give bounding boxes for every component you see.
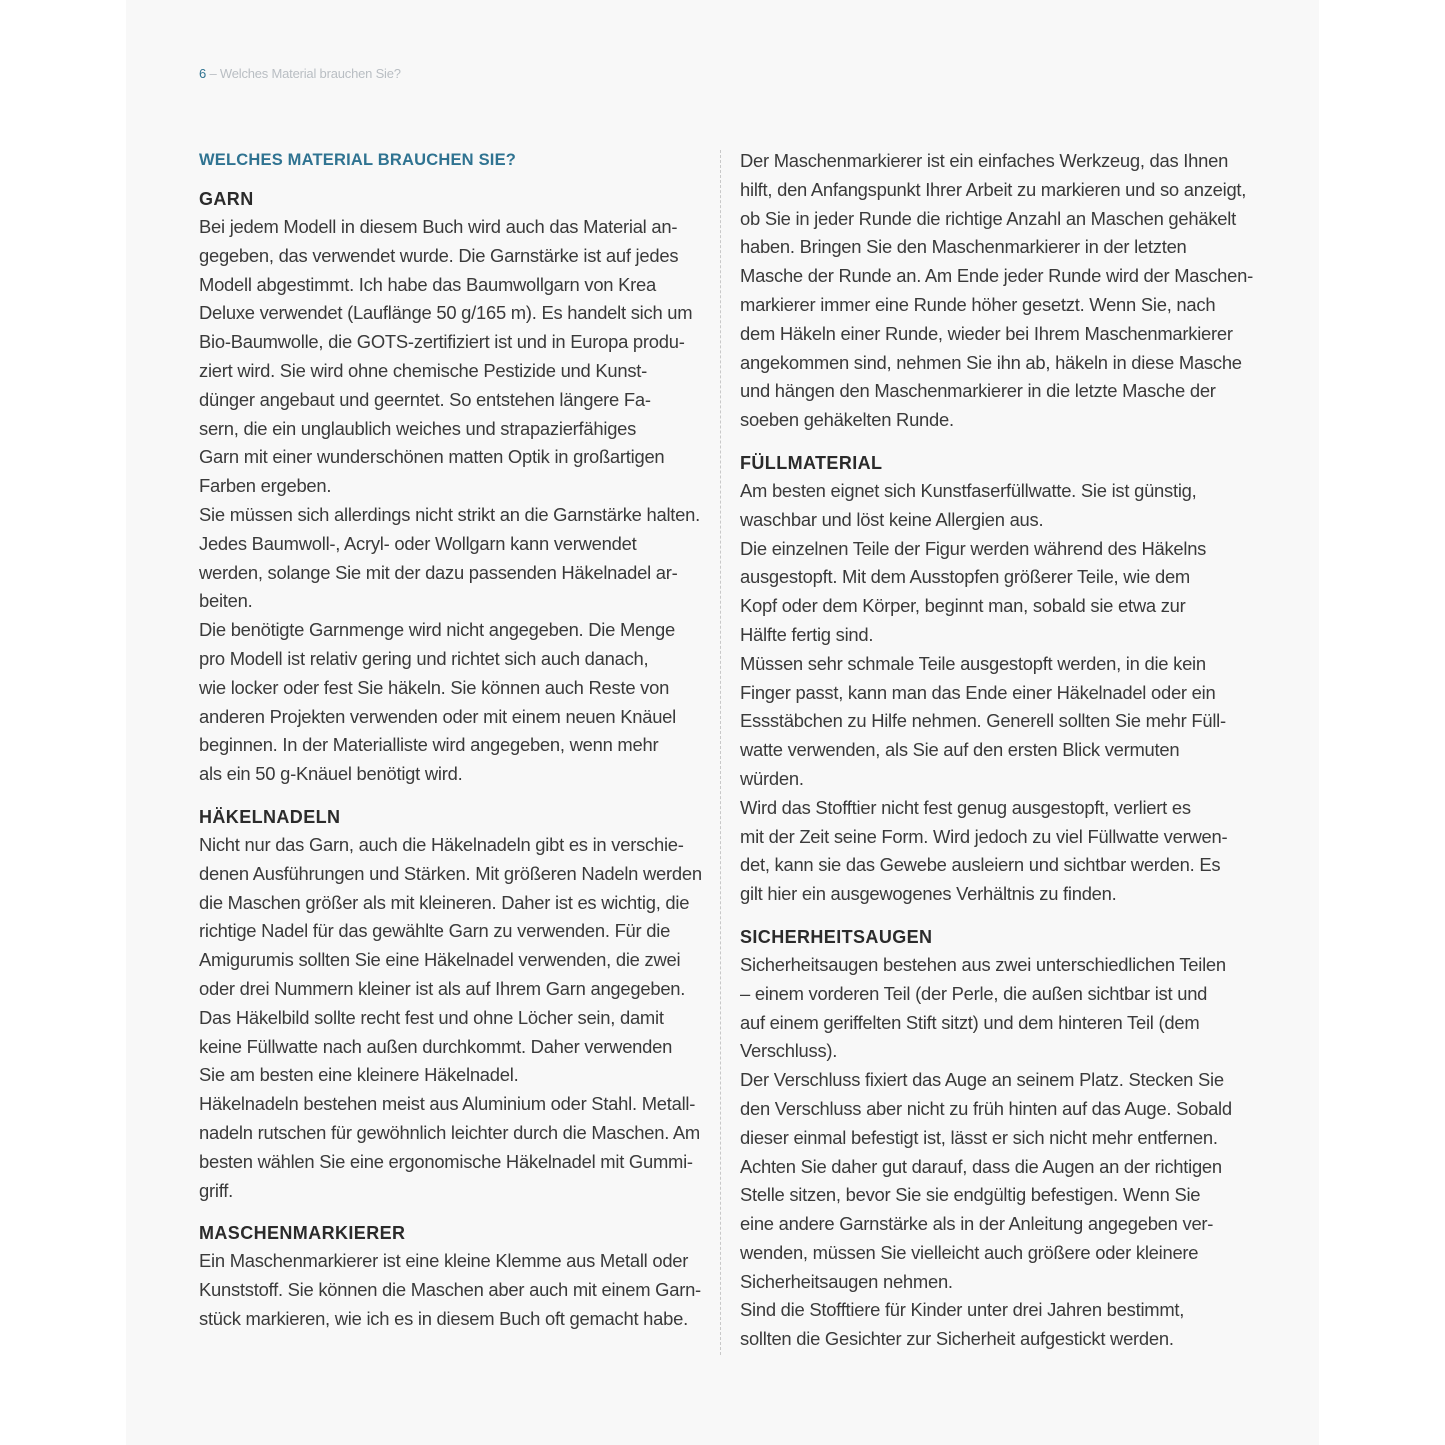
text-line: Am besten eignet sich Kunstfaserfüllwatte. Sie ist günstig, (740, 479, 1197, 501)
text-line: Bio-Baumwolle, die GOTS-zertifiziert ist und in Europa produ- (199, 331, 685, 353)
text-line: Kopf oder dem Körper, beginnt man, sobald sie etwa zur (740, 595, 1186, 617)
text-line: gegeben, das verwendet wurde. Die Garnstärke ist auf jedes (199, 244, 679, 266)
text-line: Sie am besten eine kleinere Häkelnadel. (199, 1064, 519, 1086)
text-line: gilt hier ein ausgewogenes Verhältnis zu finden. (740, 883, 1117, 905)
text-line: Verschluss). (740, 1040, 838, 1062)
text-line: werden, solange Sie mit der dazu passenden Häkelnadel ar- (199, 561, 678, 583)
left-column (199, 147, 705, 1334)
text-line: Modell abgestimmt. Ich habe das Baumwollgarn von Krea (199, 273, 656, 295)
column-divider (720, 150, 721, 1355)
text-line: würden. (740, 767, 804, 789)
text-line: Garn mit einer wunderschönen matten Optik in großartigen (199, 446, 665, 468)
text-line: Sicherheitsaugen bestehen aus zwei unterschiedlichen Teilen (740, 953, 1226, 975)
text-line: wie locker oder fest Sie häkeln. Sie können auch Reste von (199, 676, 670, 698)
text-line: stück markieren, wie ich es in diesem Buch oft gemacht habe. (199, 1307, 688, 1329)
text-line: waschbar und löst keine Allergien aus. (740, 508, 1044, 530)
heading-garn: GARN (199, 189, 254, 209)
text-line: Die benötigte Garnmenge wird nicht angegeben. Die Menge (199, 619, 675, 641)
text-line: Der Maschenmarkierer ist ein einfaches Werkzeug, das Ihnen (740, 150, 1229, 171)
text-line: besten wählen Sie eine ergonomische Häkelnadel mit Gummi- (199, 1150, 693, 1172)
text-line: Sind die Stofftiere für Kinder unter drei Jahren bestimmt, (740, 1299, 1185, 1321)
text-line: Essstäbchen zu Hilfe nehmen. Generell sollten Sie mehr Füll- (740, 710, 1226, 732)
text-line: griff. (199, 1179, 233, 1201)
section-title: WELCHES MATERIAL BRAUCHEN SIE? (199, 151, 517, 169)
text-line: hilft, den Anfangspunkt Ihrer Arbeit zu markieren und so anzeigt, (740, 178, 1247, 200)
book-page (126, 0, 1319, 1445)
text-line: det, kann sie das Gewebe ausleiern und sichtbar werden. Es (740, 854, 1221, 876)
text-line: ob Sie in jeder Runde die richtige Anzahl an Maschen gehäkelt (740, 207, 1236, 229)
text-line: eine andere Garnstärke als in der Anleitung angegeben ver- (740, 1213, 1214, 1235)
paragraph-fuellmaterial (740, 477, 1246, 909)
text-line: soeben gehäkelten Runde. (740, 409, 954, 431)
paragraph-maschenmarkierer (199, 1247, 705, 1333)
text-line: Farben ergeben. (199, 475, 332, 497)
paragraph-garn (199, 213, 705, 789)
text-line: beiten. (199, 590, 253, 612)
text-line: Achten Sie daher gut darauf, dass die Augen an der richtigen (740, 1155, 1222, 1177)
text-line: Jedes Baumwoll-, Acryl- oder Wollgarn kann verwendet (199, 532, 637, 554)
text-line: den Verschluss aber nicht zu früh hinten auf das Auge. Sobald (740, 1097, 1232, 1119)
heading-fuellmaterial: FÜLLMATERIAL (740, 452, 883, 473)
text-line: Sie müssen sich allerdings nicht strikt an die Garnstärke halten. (199, 503, 700, 525)
text-line: die Maschen größer als mit kleineren. Daher ist es wichtig, die (199, 891, 690, 913)
text-line: oder drei Nummern kleiner ist als auf Ihrem Garn angegeben. (199, 977, 686, 999)
text-line: watte verwenden, als Sie auf den ersten Blick vermuten (740, 739, 1180, 761)
text-line: sollten die Gesichter zur Sicherheit aufgestickt werden. (740, 1328, 1174, 1350)
text-line: markierer immer eine Runde höher gesetzt. Wenn Sie, nach (740, 293, 1216, 315)
text-line: anderen Projekten verwenden oder mit einem neuen Knäuel (199, 705, 676, 727)
text-line: Der Verschluss fixiert das Auge an seinem Platz. Stecken Sie (740, 1069, 1224, 1091)
text-line: Hälfte fertig sind. (740, 623, 874, 645)
heading-sicherheitsaugen: SICHERHEITSAUGEN (740, 926, 933, 947)
text-line: Müssen sehr schmale Teile ausgestopft werden, in die kein (740, 652, 1206, 674)
text-line: dem Häkeln einer Runde, wieder bei Ihrem Maschenmarkierer (740, 322, 1233, 344)
text-line: – einem vorderen Teil (der Perle, die außen sichtbar ist und (740, 982, 1208, 1004)
right-column (740, 147, 1253, 1354)
heading-haekelnadeln: HÄKELNADELN (199, 806, 341, 827)
text-line: Nicht nur das Garn, auch die Häkelnadeln gibt es in verschie- (199, 833, 684, 855)
text-line: Die einzelnen Teile der Figur werden während des Häkelns (740, 537, 1207, 559)
text-line: Amigurumis sollten Sie eine Häkelnadel verwenden, die zwei (199, 949, 681, 971)
text-line: Ein Maschenmarkierer ist eine kleine Klemme aus Metall oder (199, 1250, 689, 1272)
running-head (199, 66, 401, 81)
text-line: angekommen sind, nehmen Sie ihn ab, häkeln in diese Masche (740, 351, 1242, 373)
text-line: ausgestopft. Mit dem Ausstopfen größerer Teile, wie dem (740, 566, 1190, 588)
text-line: Kunststoff. Sie können die Maschen aber auch mit einem Garn- (199, 1279, 701, 1301)
text-line: Das Häkelbild sollte recht fest und ohne Löcher sein, damit (199, 1006, 664, 1028)
text-line: denen Ausführungen und Stärken. Mit größeren Nadeln werden (199, 862, 702, 884)
text-line: pro Modell ist relativ gering und richtet sich auch danach, (199, 647, 649, 669)
text-line: Wird das Stofftier nicht fest genug ausgestopft, verliert es (740, 796, 1191, 818)
text-line: dieser einmal befestigt ist, lässt er sich nicht mehr entfernen. (740, 1126, 1218, 1148)
text-line: haben. Bringen Sie den Maschenmarkierer in der letzten (740, 236, 1187, 258)
text-line: auf einem geriffelten Stift sitzt) und dem hinteren Teil (dem (740, 1011, 1200, 1033)
text-line: Finger passt, kann man das Ende einer Häkelnadel oder ein (740, 681, 1216, 703)
text-line: als ein 50 g-Knäuel benötigt wird. (199, 763, 463, 785)
text-line: ziert wird. Sie wird ohne chemische Pestizide und Kunst- (199, 359, 648, 381)
text-line: Masche der Runde an. Am Ende jeder Runde wird der Maschen- (740, 265, 1253, 287)
text-line: Sicherheitsaugen nehmen. (740, 1270, 953, 1292)
text-line: sern, die ein unglaublich weiches und strapazierfähiges (199, 417, 637, 439)
heading-maschenmarkierer: MASCHENMARKIERER (199, 1223, 406, 1244)
paragraph-maschenmarkierer-continued (740, 147, 1253, 435)
paragraph-haekelnadeln (199, 831, 705, 1205)
page-number: 6 (199, 66, 207, 81)
text-line: dünger angebaut und geerntet. So entstehen längere Fa- (199, 388, 651, 410)
text-line: nadeln rutschen für gewöhnlich leichter durch die Maschen. Am (199, 1121, 700, 1143)
text-line: Bei jedem Modell in diesem Buch wird auch das Material an- (199, 216, 678, 237)
text-line: beginnen. In der Materialliste wird angegeben, wenn mehr (199, 734, 659, 756)
text-line: Deluxe verwendet (Lauflänge 50 g/165 m). Es handelt sich um (199, 302, 693, 324)
text-line: keine Füllwatte nach außen durchkommt. Daher verwenden (199, 1035, 673, 1057)
text-line: wenden, müssen Sie vielleicht auch größere oder kleinere (740, 1241, 1199, 1263)
text-line: richtige Nadel für das gewählte Garn zu verwenden. Für die (199, 920, 671, 942)
text-line: Häkelnadeln bestehen meist aus Aluminium oder Stahl. Metall- (199, 1093, 696, 1115)
running-head-title: – Welches Material brauchen Sie? (206, 66, 401, 81)
text-line: und hängen den Maschenmarkierer in die letzte Masche der (740, 380, 1216, 402)
text-line: Stelle sitzen, bevor Sie sie endgültig befestigen. Wenn Sie (740, 1184, 1201, 1206)
paragraph-sicherheitsaugen (740, 951, 1246, 1354)
text-line: mit der Zeit seine Form. Wird jedoch zu viel Füllwatte verwen- (740, 825, 1228, 847)
